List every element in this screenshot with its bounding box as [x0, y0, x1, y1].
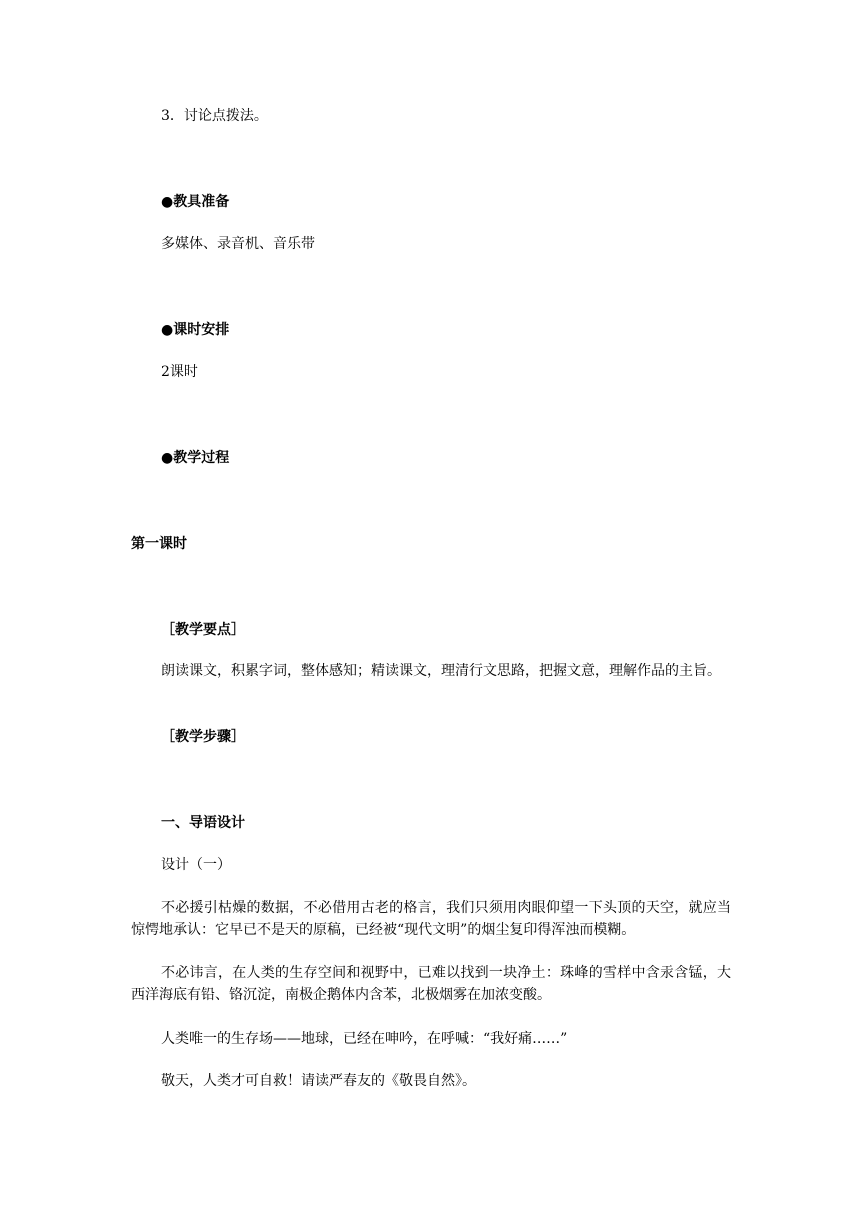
- class-schedule-text: 2课时: [161, 364, 198, 380]
- teaching-method-3: 3．讨论点拨法。: [161, 108, 268, 124]
- intro-paragraph-1: 不必援引枯燥的数据，不必借用古老的格言，我们只须用肉眼仰望一下头顶的天空，就应当惊愕地承认：它早已不是天的原稿，已经被“现代文明”的烟尘复印得浑浊而模糊。: [131, 900, 731, 938]
- intro-paragraph-2: 不必讳言，在人类的生存空间和视野中，已难以找到一块净土：珠峰的雪样中含汞含锰，大西洋海底有铅、铬沉淀，南极企鹅体内含苯，北极烟雾在加浓变酸。: [131, 965, 731, 1003]
- teaching-tools-text: 多媒体、录音机、音乐带: [161, 236, 315, 252]
- teaching-steps-heading: ［教学步骤］: [161, 729, 245, 745]
- lesson-one-heading: 第一课时: [131, 536, 187, 552]
- teaching-process-heading: ●教学过程: [161, 450, 230, 466]
- intro-design-heading: 一、导语设计: [161, 815, 245, 831]
- key-points-heading: ［教学要点］: [161, 622, 245, 638]
- intro-paragraph-3: 人类唯一的生存场——地球，已经在呻吟，在呼喊：“我好痛……”: [161, 1031, 568, 1047]
- teaching-tools-heading: ●教具准备: [161, 194, 230, 210]
- design-one-label: 设计（一）: [161, 857, 231, 873]
- class-schedule-heading: ●课时安排: [161, 322, 230, 338]
- key-points-text: 朗读课文，积累字词，整体感知；精读课文，理清行文思路，把握文意，理解作品的主旨。: [161, 663, 721, 679]
- intro-paragraph-4: 敬天，人类才可自救！请读严春友的《敬畏自然》。: [161, 1073, 476, 1089]
